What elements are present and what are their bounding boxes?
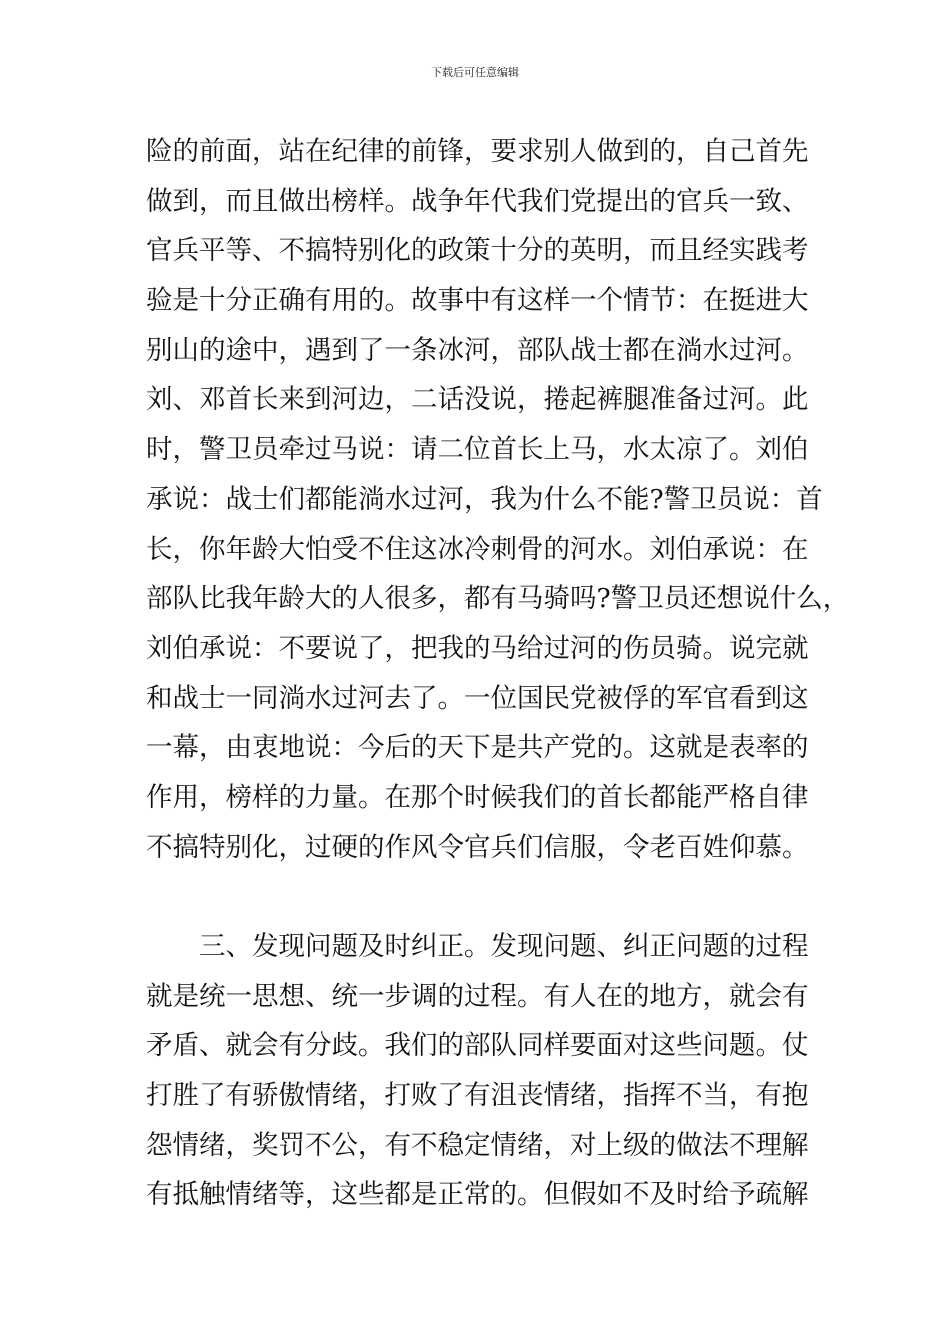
text-line: 打胜了有骄傲情绪，打败了有沮丧情绪，指挥不当，有抱 (146, 1080, 809, 1112)
text-line: 时，警卫员牵过马说：请二位首长上马，水太凉了。刘伯 (146, 434, 809, 466)
text-line: 做到，而且做出榜样。战争年代我们党提出的官兵一致、 (146, 185, 809, 217)
text-line: 刘、邓首长来到河边，二话没说，捲起裤腿准备过河。此 (146, 384, 809, 416)
text-line: 有抵触情绪等，这些都是正常的。但假如不及时给予疏解 (146, 1179, 809, 1211)
text-line: 险的前面，站在纪律的前锋，要求别人做到的，自己首先 (146, 136, 809, 167)
page-header: 下载后可任意编辑 (431, 66, 519, 79)
text-line: 作用，榜样的力量。在那个时候我们的首长都能严格自律 (146, 781, 809, 813)
text-line: 怨情绪，奖罚不公，有不稳定情绪，对上级的做法不理解 (146, 1129, 809, 1161)
text-line: 就是统一思想、统一步调的过程。有人在的地方，就会有 (146, 980, 809, 1012)
text-line: 一幕，由衷地说：今后的天下是共产党的。这就是表率的 (146, 732, 809, 764)
text-line: 长，你年龄大怕受不住这冰冷刺骨的河水。刘伯承说：在 (146, 533, 809, 565)
text-line: 和战士一同淌水过河去了。一位国民党被俘的军官看到这 (146, 682, 809, 714)
text-line: 验是十分正确有用的。故事中有这样一个情节：在挺进大 (146, 285, 809, 317)
text-line: 三、发现问题及时纠正。发现问题、纠正问题的过程 (146, 931, 809, 962)
text-line: 承说：战士们都能淌水过河，我为什么不能?警卫员说：首 (146, 483, 823, 515)
text-line: 刘伯承说：不要说了，把我的马给过河的伤员骑。说完就 (146, 632, 809, 664)
text-line: 矛盾、就会有分歧。我们的部队同样要面对这些问题。仗 (146, 1030, 809, 1062)
paragraph-gap (146, 872, 826, 922)
paragraph-two (146, 922, 826, 1220)
text-line: 部队比我年龄大的人很多，都有马骑吗?警卫员还想说什么， (146, 583, 850, 615)
paragraph-one (146, 127, 850, 872)
text-line: 别山的途中，遇到了一条冰河，部队战士都在淌水过河。 (146, 334, 809, 366)
text-line: 不搞特别化，过硬的作风令官兵们信服，令老百姓仰慕。 (146, 831, 809, 863)
text-line: 官兵平等、不搞特别化的政策十分的英明，而且经实践考 (146, 235, 809, 267)
document-body (146, 127, 850, 1220)
